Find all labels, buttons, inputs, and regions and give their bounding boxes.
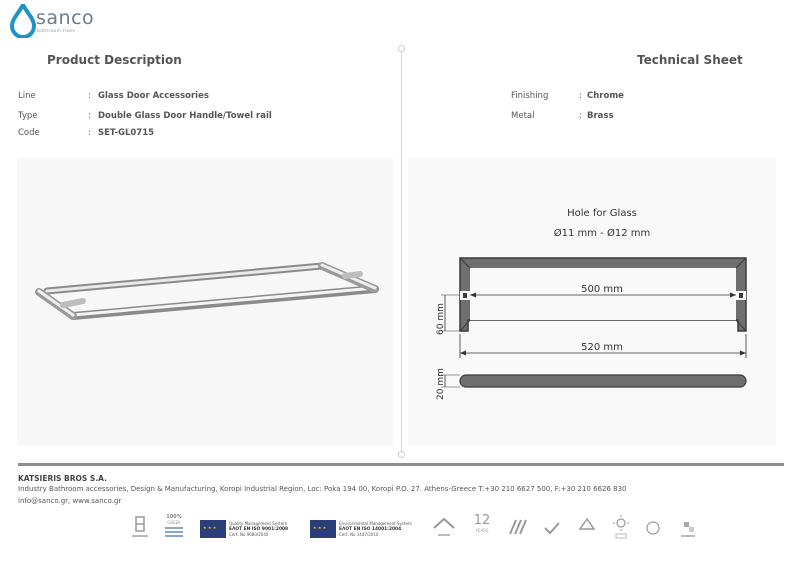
house-icon <box>431 514 457 542</box>
mount-left <box>463 293 467 298</box>
column-divider <box>401 48 402 454</box>
towel-rail-illustration <box>17 158 393 446</box>
product-description-heading: Product Description <box>47 53 182 67</box>
iso14001-cert: Cert. No 1447/2010 <box>339 532 379 537</box>
spec-value: Glass Door Accessories <box>98 91 209 101</box>
spec-label: Line <box>18 91 36 101</box>
footer-rule <box>18 463 784 466</box>
technical-sheet-heading: Technical Sheet <box>637 53 743 67</box>
divider-dot-top <box>398 45 405 52</box>
years-number: 12 <box>473 513 491 528</box>
iso9001-title: Quality Management System <box>229 521 288 526</box>
stripes-icon <box>506 514 530 542</box>
rail-side-view <box>460 375 746 387</box>
nano-coating-icon <box>676 514 700 542</box>
iso9001-code: ΕΛΟΤ EN ISO 9001:2008 <box>229 527 289 532</box>
brand-name: sanco <box>36 7 95 29</box>
spec-label: Type <box>18 111 38 121</box>
iso9001-cert: Cert. No 9080/2040 <box>229 532 269 537</box>
diameter-label: 20 mm <box>436 368 446 400</box>
greek-product-badge <box>162 514 186 542</box>
company-name: KATSIERIS BROS S.A. <box>18 474 107 483</box>
certification-strip <box>128 514 708 544</box>
technical-drawing <box>408 158 776 446</box>
rail-opening-lower <box>470 300 736 320</box>
tech-label: Metal <box>511 111 535 121</box>
height-label: 60 mm <box>436 303 446 335</box>
greek-badge-percent: 100% <box>166 514 182 520</box>
checkmark-icon <box>540 514 564 542</box>
spec-label: Code <box>18 128 40 138</box>
years-badge <box>471 514 493 542</box>
spec-value: SET-GL0715 <box>98 128 155 138</box>
spec-value: Double Glass Door Handle/Towel rail <box>98 111 272 121</box>
iso14001-code: ΕΛΟΤ EN ISO 14001:2004 <box>339 527 402 532</box>
dimension-drawing <box>408 158 776 446</box>
eu-flag-icon <box>310 520 336 538</box>
tech-value: Chrome <box>587 91 624 101</box>
divider-dot-bottom <box>398 451 405 458</box>
water-drop-icon <box>10 4 36 38</box>
iso14001-title: Environmental Management System <box>339 521 412 526</box>
brand-logo <box>10 4 120 38</box>
years-label: YEARS <box>475 528 489 533</box>
hotel-icon <box>128 514 152 542</box>
iso9001-badge <box>200 518 288 540</box>
iso14001-badge <box>310 518 412 540</box>
seal-icon <box>642 514 664 542</box>
hole-title-label: Hole for Glass <box>567 208 637 219</box>
company-contact[interactable]: info@sanco.gr, www.sanco.gr <box>18 497 122 505</box>
mount-right <box>739 293 743 298</box>
inner-length-label: 500 mm <box>581 284 623 295</box>
greek-flag-icon <box>165 527 183 537</box>
recycle-icon <box>576 514 598 542</box>
eu-flag-icon <box>200 520 226 538</box>
outer-length-label: 520 mm <box>581 342 623 353</box>
greek-badge-label: GREEK <box>167 520 181 525</box>
company-address: Industry Bathroom accessories, Design & Manufacturing, Koropi Industrial Region, Loc: Poka 194 00, Koropi P.O. 27. Athens-Greece T:+30 210 6627 500, F:+30 210 6626 830 <box>18 485 627 493</box>
sun-icon <box>610 514 632 542</box>
tech-label: Finishing <box>511 91 549 101</box>
product-photo <box>17 158 393 446</box>
tech-value: Brass <box>587 111 614 121</box>
hole-size-label: Ø11 mm - Ø12 mm <box>553 228 651 239</box>
brand-tagline: bathroom fixes <box>37 29 75 34</box>
